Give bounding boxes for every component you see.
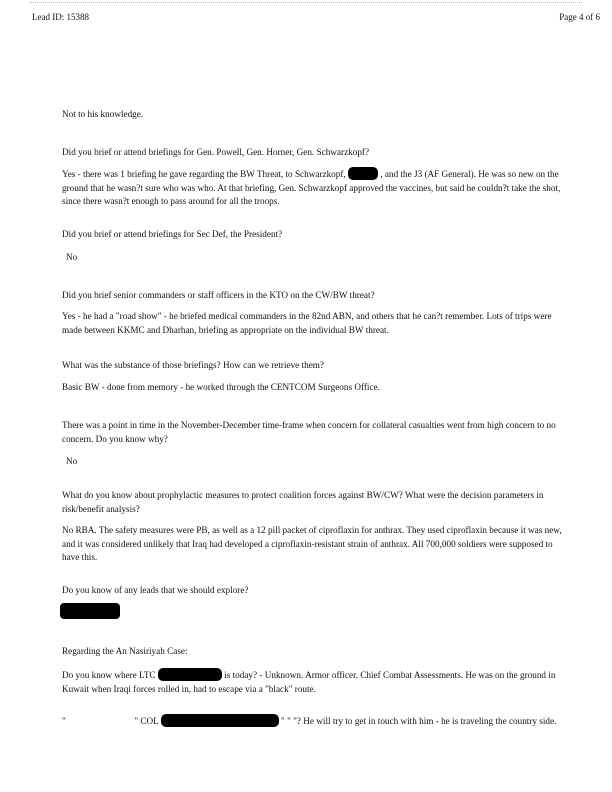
answer-generals-rest: , and the J3 (AF General). He was so new on the ground that he wasn?t sure who was who. At that briefing, Gen. Schwarzkopf approved the vaccines, but said he couldn?t take the shot, since there wasn?t enough to pass around for all the troops. [62,169,561,206]
quote-open: " [62,716,66,726]
answer-substance: Basic BW - done from memory - he worked through the CENTCOM Surgeons Office. [62,382,380,392]
redaction-block [60,603,120,619]
col-label: " COL [134,716,159,726]
question-prophylactic: What do you know about prophylactic measures to protect coalition forces against BW/CW? What were the decision parameters in risk/benefit analysis? [62,490,544,514]
answer-kto: Yes - he had a "road show" - he briefed medical commanders in the 82nd ABN, and others that he can?t remember. Lots of trips were made between KKMC and Dharhan, briefing as appropriate on the individual BW threat. [62,311,552,335]
answer-generals [62,167,567,209]
redaction-mark [158,668,222,681]
top-rule [30,2,582,4]
answer-secdef: No [66,252,78,262]
quote-mid: " " [281,716,291,726]
question-substance: What was the substance of those briefings? How can we retrieve them? [62,360,325,370]
answer-prophylactic: No RBA. The safety measures were PB, as well as a 12 pill packet of ciproflaxin for anthrax. They used ciproflaxin because it was new, and it was considered unlikely that Iraq had developed a ciproflaxin-resistant strain of anthrax. All 700,000 soldiers were supposed to have this. [62,525,562,562]
question-leads: Do you know of any leads that we should explore? [62,585,249,595]
answer-collateral: No [66,456,78,466]
section-heading: Regarding the An Nasiriyah Case: [62,646,188,656]
question-ltc-start: Do you know where LTC [62,670,156,680]
question-ltc [62,668,567,696]
question-collateral: There was a point in time in the November-December time-frame when concern for collateral casualties went from high concern to no concern. Do you know why? [62,420,556,444]
question-ltc-rest: is today? - Unknown. Armor officer. Chief Combat Assessments. He was on the ground in Kuwait when Iraqi forces rolled in, had to escape via a "black" route. [62,670,556,694]
redaction-mark [348,167,378,180]
lead-id: Lead ID: 15388 [32,12,89,22]
redaction-mark [161,714,279,727]
answer-knowledge: Not to his knowledge. [62,109,144,119]
question-secdef: Did you brief or attend briefings for Sec Def, the President? [62,229,283,239]
page-number: Page 4 of 6 [559,12,600,22]
question-col [62,714,567,729]
question-generals: Did you brief or attend briefings for Gen. Powell, Gen. Horner, Gen. Schwarzkopf? [62,147,370,157]
question-kto: Did you brief senior commanders or staff officers in the KTO on the CW/BW threat? [62,290,375,300]
question-col-rest: "? He will try to get in touch with him - he is traveling the country side. [293,716,557,726]
answer-generals-start: Yes - there was 1 briefing he gave regarding the BW Threat, to Schwarzkopf, [62,169,346,179]
